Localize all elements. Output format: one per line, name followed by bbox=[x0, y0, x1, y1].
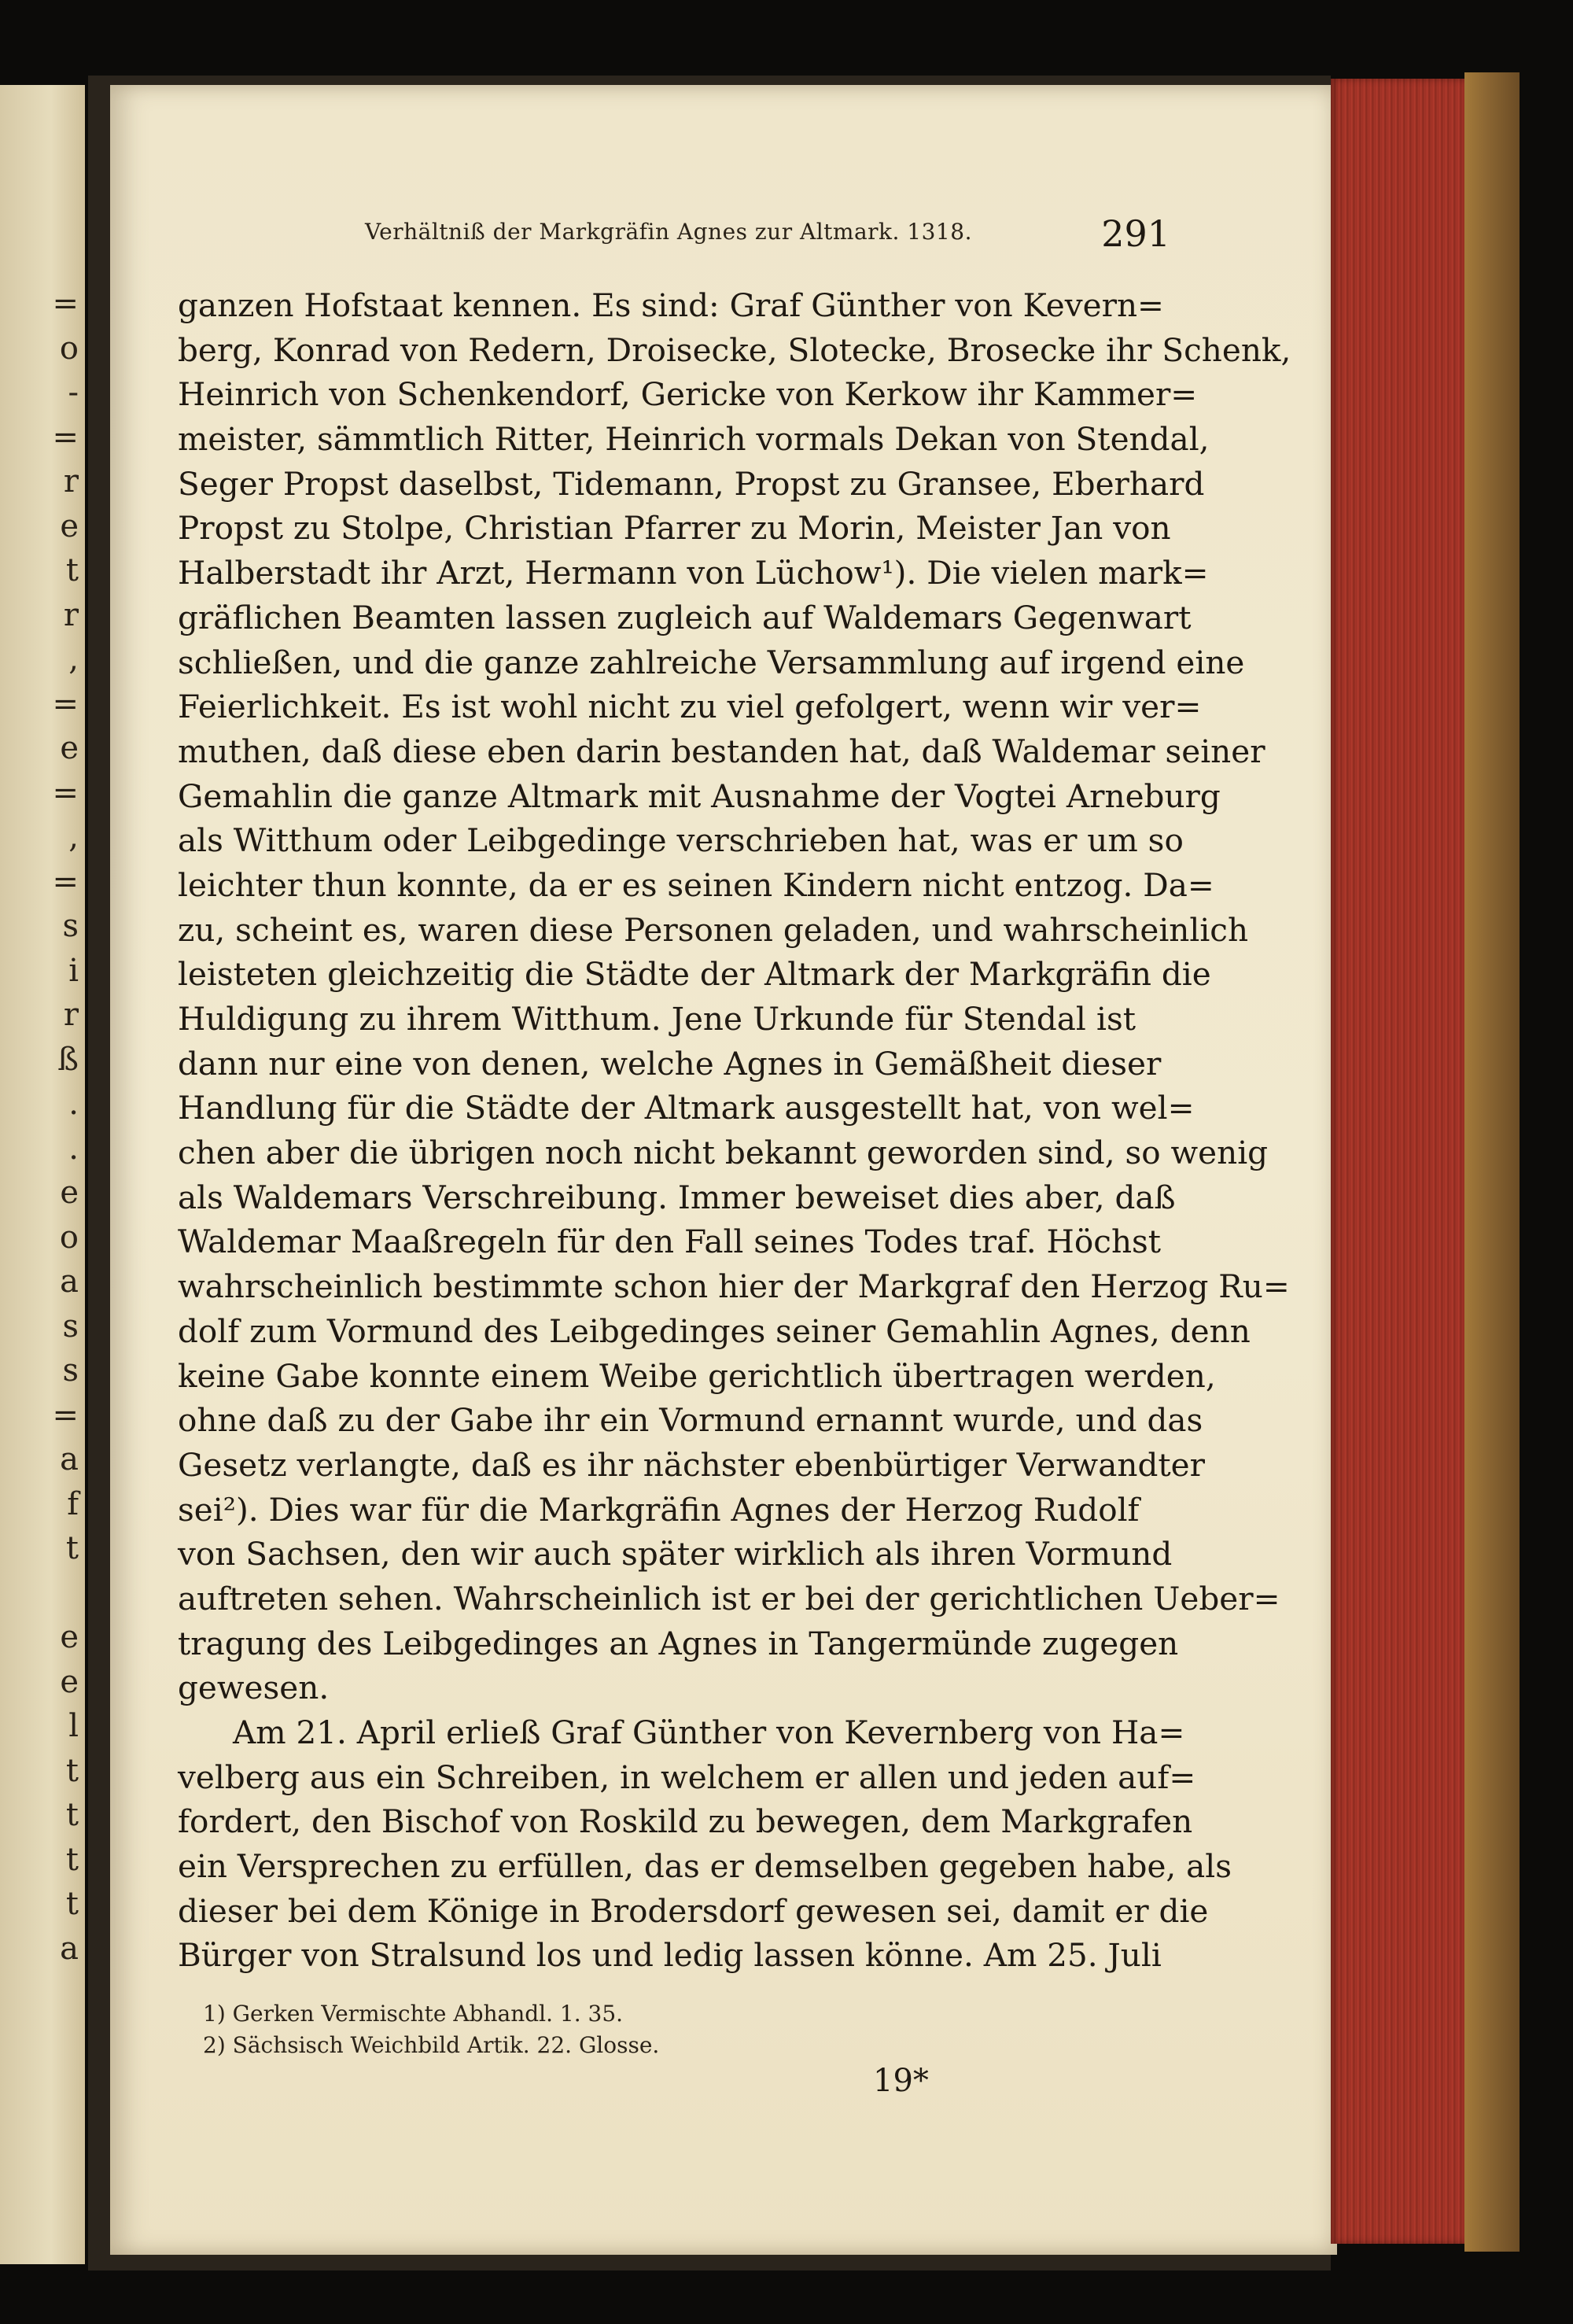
text-line: leisteten gleichzeitig die Städte der Altmark der Markgräfin die bbox=[178, 955, 1211, 994]
text-line: dolf zum Vormund des Leibgedinges seiner Gemahlin Agnes, denn bbox=[178, 1311, 1251, 1350]
left-page-fragment: t bbox=[65, 1752, 79, 1789]
left-page-fragment: i bbox=[68, 952, 79, 989]
text-line: dieser bei dem Könige in Brodersdorf gewesen sei, damit er die bbox=[178, 1891, 1209, 1930]
text-line: fordert, den Bischof von Roskild zu bewegen, dem Markgrafen bbox=[178, 1802, 1193, 1841]
text-line: Gesetz verlangte, daß es ihr nächster ebenbürtiger Verwandter bbox=[178, 1445, 1205, 1484]
footnote: 1) Gerken Vermischte Abhandl. 1. 35. bbox=[203, 2001, 624, 2027]
left-page-fragment: = bbox=[52, 419, 79, 456]
text-line: Seger Propst daselbst, Tidemann, Propst zu Gransee, Eberhard bbox=[178, 464, 1205, 503]
text-line: ohne daß zu der Gabe ihr ein Vormund ernannt wurde, und das bbox=[178, 1401, 1203, 1440]
left-page-fragment: e bbox=[60, 1619, 79, 1655]
text-line: berg, Konrad von Redern, Droisecke, Slotecke, Brosecke ihr Schenk, bbox=[178, 330, 1291, 369]
text-line: Bürger von Stralsund los und ledig lassen könne. Am 25. Juli bbox=[178, 1936, 1162, 1975]
text-line: Gemahlin die ganze Altmark mit Ausnahme der Vogtei Arneburg bbox=[178, 777, 1221, 815]
text-line: zu, scheint es, waren diese Personen geladen, und wahrscheinlich bbox=[178, 910, 1249, 949]
left-page-fragment: s bbox=[62, 908, 79, 944]
left-page-fragment: a bbox=[60, 1441, 79, 1477]
text-line: Heinrich von Schenkendorf, Gericke von Kerkow ihr Kammer= bbox=[178, 375, 1198, 414]
left-page-fragment: = bbox=[52, 685, 79, 722]
text-line: leichter thun konnte, da er es seinen Kindern nicht entzog. Da= bbox=[178, 865, 1214, 904]
left-page-fragment: = bbox=[52, 774, 79, 811]
left-page-fragment: t bbox=[65, 1797, 79, 1833]
text-line: Feierlichkeit. Es ist wohl nicht zu viel gefolgert, wenn wir ver= bbox=[178, 688, 1202, 726]
left-page-fragment: e bbox=[60, 1175, 79, 1211]
text-line: Halberstadt ihr Arzt, Hermann von Lüchow¹). Die vielen mark= bbox=[178, 554, 1209, 592]
footnote: 2) Sächsisch Weichbild Artik. 22. Glosse. bbox=[203, 2032, 660, 2058]
left-page-fragment: t bbox=[65, 552, 79, 588]
text-line: gräflichen Beamten lassen zugleich auf Waldemars Gegenwart bbox=[178, 598, 1192, 636]
left-page-fragment: ß bbox=[57, 1041, 79, 1078]
text-line: sei²). Dies war für die Markgräfin Agnes der Herzog Rudolf bbox=[178, 1490, 1140, 1529]
text-line: velberg aus ein Schreiben, in welchem er allen und jeden auf= bbox=[178, 1758, 1196, 1796]
text-line: tragung des Leibgedinges an Agnes in Tangermünde zugegen bbox=[178, 1624, 1179, 1662]
page-number: 291 bbox=[1101, 212, 1170, 255]
text-line: chen aber die übrigen noch nicht bekannt geworden sind, so wenig bbox=[178, 1134, 1269, 1172]
signature-mark: 19* bbox=[873, 2063, 929, 2099]
text-line: meister, sämmtlich Ritter, Heinrich vormals Dekan von Stendal, bbox=[178, 420, 1210, 459]
text-line: Propst zu Stolpe, Christian Pfarrer zu Morin, Meister Jan von bbox=[178, 509, 1171, 548]
left-page-fragment: , bbox=[68, 641, 79, 677]
text-line: ganzen Hofstaat kennen. Es sind: Graf Günther von Kevern= bbox=[178, 286, 1164, 324]
text-line: ein Versprechen zu erfüllen, das er demselben gegeben habe, als bbox=[178, 1847, 1232, 1886]
left-page-fragment: s bbox=[62, 1308, 79, 1345]
text-line: Waldemar Maaßregeln für den Fall seines Todes traf. Höchst bbox=[178, 1223, 1162, 1261]
text-line: wahrscheinlich bestimmte schon hier der Markgraf den Herzog Ru= bbox=[178, 1267, 1290, 1306]
left-page-text-fragments bbox=[8, 282, 79, 2170]
left-page-fragment: - bbox=[68, 374, 79, 411]
text-line: dann nur eine von denen, welche Agnes in Gemäßheit dieser bbox=[178, 1044, 1162, 1083]
left-page-fragment: , bbox=[68, 819, 79, 855]
text-line: auftreten sehen. Wahrscheinlich ist er bei der gerichtlichen Ueber= bbox=[178, 1579, 1280, 1618]
left-page-fragment: e bbox=[60, 507, 79, 544]
left-page-fragment: . bbox=[68, 1130, 79, 1167]
left-page-fragment: t bbox=[65, 1886, 79, 1922]
left-page-fragment: e bbox=[60, 730, 79, 766]
left-page-fragment: o bbox=[59, 1219, 79, 1256]
left-page-fragment: r bbox=[63, 596, 79, 633]
left-page-fragment: f bbox=[67, 1485, 79, 1522]
text-line: von Sachsen, den wir auch später wirklich als ihren Vormund bbox=[178, 1535, 1173, 1573]
body-text bbox=[178, 283, 1291, 1978]
left-page-edge bbox=[0, 85, 85, 2264]
text-line: schließen, und die ganze zahlreiche Versammlung auf irgend eine bbox=[178, 643, 1245, 681]
text-line: muthen, daß diese eben darin bestanden hat, daß Waldemar seiner bbox=[178, 732, 1265, 770]
left-page-fragment: t bbox=[65, 1530, 79, 1566]
footnotes bbox=[203, 1998, 1068, 2061]
left-page-fragment: s bbox=[62, 1352, 79, 1389]
book-cover bbox=[1464, 72, 1520, 2252]
left-page-fragment: = bbox=[52, 1396, 79, 1433]
left-page-fragment: . bbox=[68, 1086, 79, 1122]
page-block-edge bbox=[1331, 79, 1464, 2244]
text-line: Huldigung zu ihrem Witthum. Jene Urkunde für Stendal ist bbox=[178, 1000, 1136, 1038]
left-page-fragment: o bbox=[59, 330, 79, 367]
left-page-fragment: a bbox=[60, 1930, 79, 1967]
left-page-fragment: a bbox=[60, 1263, 79, 1300]
left-page-fragment: t bbox=[65, 1841, 79, 1878]
left-page-fragment: l bbox=[68, 1708, 79, 1744]
text-line: keine Gabe konnte einem Weibe gerichtlich übertragen werden, bbox=[178, 1356, 1216, 1395]
left-page-fragment: = bbox=[52, 286, 79, 322]
left-page-fragment: r bbox=[63, 463, 79, 500]
left-page-fragment: = bbox=[52, 863, 79, 900]
text-line: als Waldemars Verschreibung. Immer beweiset dies aber, daß bbox=[178, 1178, 1176, 1216]
text-line: als Witthum oder Leibgedinge verschrieben hat, was er um so bbox=[178, 821, 1184, 860]
text-line: Handlung für die Städte der Altmark ausgestellt hat, von wel= bbox=[178, 1089, 1195, 1127]
text-line: Am 21. April erließ Graf Günther von Kevernberg von Ha= bbox=[233, 1713, 1185, 1751]
text-line: gewesen. bbox=[178, 1669, 330, 1707]
left-page-fragment: r bbox=[63, 997, 79, 1033]
left-page-fragment: e bbox=[60, 1663, 79, 1700]
left-page-fragment bbox=[8, 1571, 79, 1616]
running-head: Verhältniß der Markgräfin Agnes zur Altmark. 1318. bbox=[365, 219, 972, 245]
